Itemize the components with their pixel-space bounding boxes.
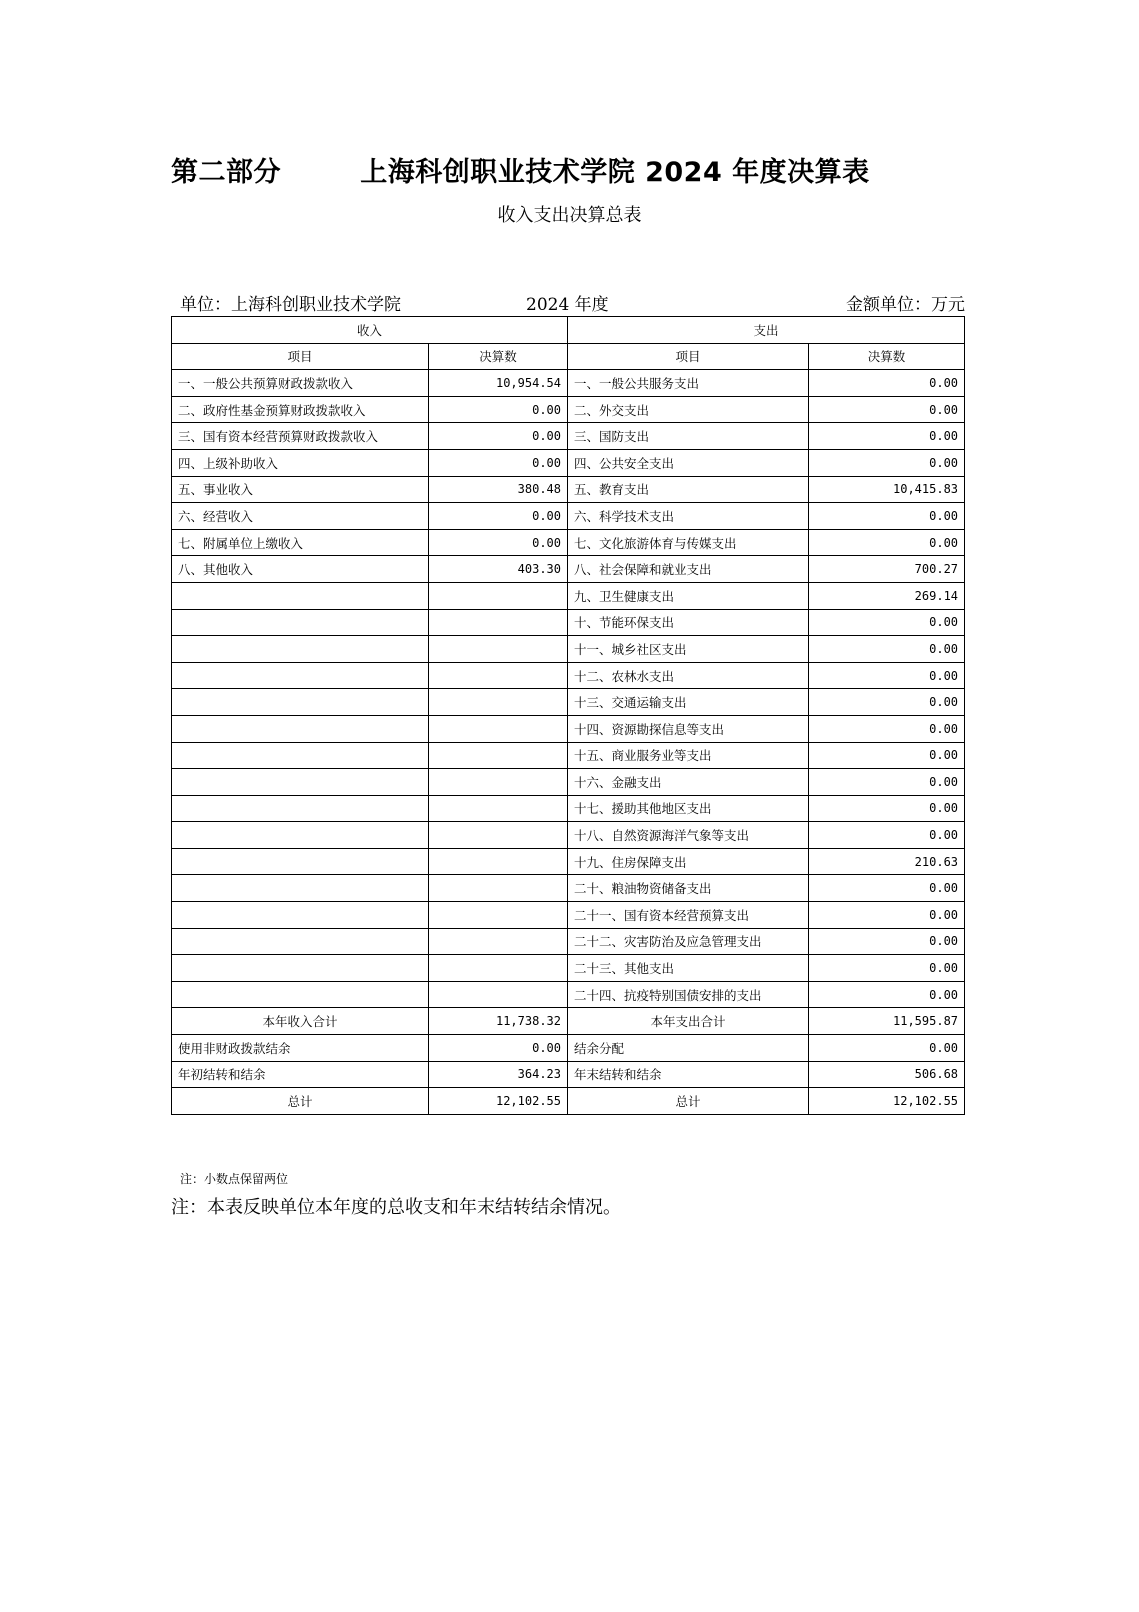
income-item-cell [172,928,429,955]
income-item-cell [172,955,429,982]
expense-item-cell: 十五、商业服务业等支出 [568,742,809,769]
expense-item-cell: 十七、援助其他地区支出 [568,795,809,822]
income-amount-cell [429,609,568,636]
income-item-cell [172,662,429,689]
expense-item-cell: 二十四、抗疫特别国债安排的支出 [568,981,809,1008]
income-item-cell [172,822,429,849]
income-amount-cell: 11,738.32 [429,1008,568,1035]
expense-amount-cell: 0.00 [809,503,965,530]
income-item-cell: 六、经营收入 [172,503,429,530]
table-row [172,955,965,982]
income-item-cell [172,875,429,902]
expense-item-cell: 八、社会保障和就业支出 [568,556,809,583]
expense-item-cell: 二十二、灾害防治及应急管理支出 [568,928,809,955]
income-amount-cell [429,902,568,929]
table-row [172,609,965,636]
income-amount-cell: 380.48 [429,476,568,503]
income-amount-cell [429,662,568,689]
income-item-cell: 三、国有资本经营预算财政拨款收入 [172,423,429,450]
expense-amount-cell: 0.00 [809,609,965,636]
expense-amount-cell: 0.00 [809,955,965,982]
income-item-cell: 四、上级补助收入 [172,449,429,476]
expense-item-cell: 本年支出合计 [568,1008,809,1035]
income-amount-cell [429,636,568,663]
income-header: 收入 [172,317,568,344]
table-row [172,981,965,1008]
expense-item-cell: 十四、资源勘探信息等支出 [568,715,809,742]
income-item-cell [172,795,429,822]
decimal-note: 注：小数点保留两位 [180,1172,289,1186]
expense-amount-cell: 0.00 [809,449,965,476]
expense-item-cell: 年末结转和结余 [568,1061,809,1088]
income-item-cell [172,689,429,716]
total-row [172,1088,965,1115]
table-row [172,689,965,716]
table-row [172,875,965,902]
income-item-cell [172,848,429,875]
income-amount-cell [429,582,568,609]
table-row [172,449,965,476]
expense-amount-cell: 11,595.87 [809,1008,965,1035]
expense-amount-cell: 12,102.55 [809,1088,965,1115]
expense-amount-cell: 0.00 [809,396,965,423]
expense-amount-cell: 0.00 [809,742,965,769]
income-amount-cell [429,981,568,1008]
income-item-cell [172,742,429,769]
table-row [172,902,965,929]
table-row [172,370,965,397]
table-row [172,529,965,556]
expense-amount-cell: 0.00 [809,769,965,796]
table-row [172,928,965,955]
expense-item-cell: 九、卫生健康支出 [568,582,809,609]
expense-amount-cell: 269.14 [809,582,965,609]
table-subtitle: 收入支出决算总表 [497,205,642,226]
expense-item-cell: 二、外交支出 [568,396,809,423]
expense-item-cell: 三、国防支出 [568,423,809,450]
income-amount-cell [429,955,568,982]
income-item-cell: 二、政府性基金预算财政拨款收入 [172,396,429,423]
income-item-cell [172,609,429,636]
table-row [172,662,965,689]
income-item-cell: 年初结转和结余 [172,1061,429,1088]
table-note: 注：本表反映单位本年度的总收支和年末结转结余情况。 [171,1197,621,1218]
expense-amount-cell: 0.00 [809,423,965,450]
expense-amount-cell: 0.00 [809,636,965,663]
income-amount-cell [429,689,568,716]
expense-item-cell: 十一、城乡社区支出 [568,636,809,663]
table-row [172,503,965,530]
amount-unit-label: 金额单位：万元 [846,295,965,315]
income-amount-cell [429,769,568,796]
budget-table [171,316,965,1115]
income-amount-cell [429,928,568,955]
expense-item-cell: 五、教育支出 [568,476,809,503]
expense-amount-cell: 700.27 [809,556,965,583]
income-item-cell: 总计 [172,1088,429,1115]
income-item-cell [172,715,429,742]
expense-header: 支出 [568,317,965,344]
table-row [172,742,965,769]
income-amount-cell: 0.00 [429,1035,568,1062]
income-item-cell [172,902,429,929]
expense-amount-cell: 0.00 [809,662,965,689]
income-item-cell: 使用非财政拨款结余 [172,1035,429,1062]
expense-item-cell: 十八、自然资源海洋气象等支出 [568,822,809,849]
table-row [172,1061,965,1088]
expense-amount-cell: 0.00 [809,689,965,716]
page-title: 第二部分 上海科创职业技术学院 2024 年度决算表 [171,157,870,188]
income-item-col-header: 项目 [172,343,429,370]
table-row [172,822,965,849]
income-item-cell: 七、附属单位上缴收入 [172,529,429,556]
year-label: 2024 年度 [526,295,609,315]
income-item-cell [172,981,429,1008]
expense-item-cell: 六、科学技术支出 [568,503,809,530]
expense-item-cell: 十、节能环保支出 [568,609,809,636]
expense-item-cell: 二十一、国有资本经营预算支出 [568,902,809,929]
expense-item-cell: 十六、金融支出 [568,769,809,796]
table-row [172,795,965,822]
expense-item-cell: 总计 [568,1088,809,1115]
income-amount-cell [429,848,568,875]
income-item-cell: 本年收入合计 [172,1008,429,1035]
income-amount-cell: 10,954.54 [429,370,568,397]
section-header-row [172,317,965,344]
income-amount-cell [429,715,568,742]
expense-item-cell: 二十、粮油物资储备支出 [568,875,809,902]
income-amount-cell: 364.23 [429,1061,568,1088]
income-amount-cell [429,742,568,769]
table-row [172,715,965,742]
income-item-cell [172,769,429,796]
table-row [172,582,965,609]
table-row [172,396,965,423]
expense-item-cell: 一、一般公共服务支出 [568,370,809,397]
column-header-row [172,343,965,370]
expense-item-cell: 二十三、其他支出 [568,955,809,982]
table-row [172,1035,965,1062]
income-amount-col-header: 决算数 [429,343,568,370]
table-row [172,423,965,450]
expense-amount-cell: 0.00 [809,928,965,955]
income-item-cell: 一、一般公共预算财政拨款收入 [172,370,429,397]
expense-item-cell: 结余分配 [568,1035,809,1062]
income-item-cell: 八、其他收入 [172,556,429,583]
expense-item-col-header: 项目 [568,343,809,370]
expense-item-cell: 十三、交通运输支出 [568,689,809,716]
income-amount-cell: 403.30 [429,556,568,583]
expense-amount-col-header: 决算数 [809,343,965,370]
income-amount-cell [429,822,568,849]
table-row [172,476,965,503]
expense-amount-cell: 0.00 [809,1035,965,1062]
income-item-cell: 五、事业收入 [172,476,429,503]
expense-amount-cell: 506.68 [809,1061,965,1088]
income-amount-cell: 0.00 [429,529,568,556]
income-amount-cell [429,875,568,902]
expense-amount-cell: 0.00 [809,981,965,1008]
expense-item-cell: 七、文化旅游体育与传媒支出 [568,529,809,556]
expense-amount-cell: 0.00 [809,715,965,742]
expense-item-cell: 四、公共安全支出 [568,449,809,476]
expense-amount-cell: 0.00 [809,902,965,929]
expense-item-cell: 十二、农林水支出 [568,662,809,689]
table-row [172,769,965,796]
expense-amount-cell: 0.00 [809,875,965,902]
expense-amount-cell: 0.00 [809,822,965,849]
expense-item-cell: 十九、住房保障支出 [568,848,809,875]
subtotal-row [172,1008,965,1035]
income-amount-cell [429,795,568,822]
income-amount-cell: 0.00 [429,449,568,476]
income-amount-cell: 0.00 [429,423,568,450]
income-amount-cell: 0.00 [429,396,568,423]
income-item-cell [172,582,429,609]
unit-label: 单位：上海科创职业技术学院 [180,295,401,315]
expense-amount-cell: 10,415.83 [809,476,965,503]
table-row [172,636,965,663]
expense-amount-cell: 210.63 [809,848,965,875]
income-amount-cell: 12,102.55 [429,1088,568,1115]
table-row [172,556,965,583]
expense-amount-cell: 0.00 [809,370,965,397]
income-item-cell [172,636,429,663]
expense-amount-cell: 0.00 [809,795,965,822]
income-amount-cell: 0.00 [429,503,568,530]
table-row [172,848,965,875]
expense-amount-cell: 0.00 [809,529,965,556]
